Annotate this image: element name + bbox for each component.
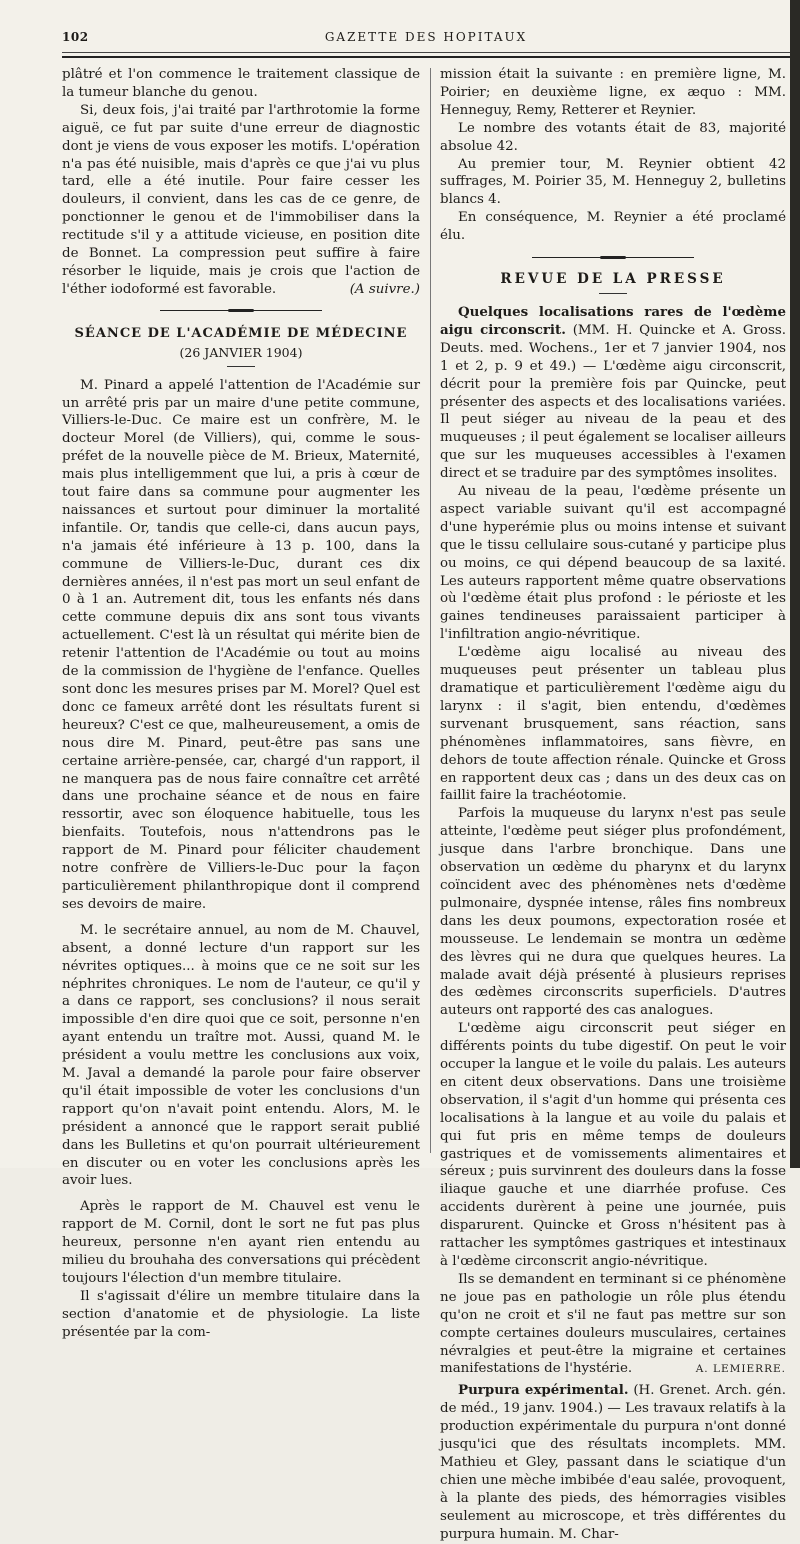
right-paragraph-2: Le nombre des votants était de 83, majorité absolue 42.	[440, 120, 786, 154]
short-rule	[599, 293, 627, 294]
right-column	[440, 66, 786, 1544]
article-1-paragraph-4: Parfois la muqueuse du larynx n'est pas seule atteinte, l'œdème peut siéger plus profondément, jusque dans l'arbre bronchique. Dans une observation un œdème du pharynx et du larynx coïncident avec des phénomènes nets d'œdème pulmonaire, dyspnée intense, râles fins nombreux dans les deux poumons, expectoration rosée et mousseuse. Le lendemain se montra un œdème des lèvres qui ne dura que quelques heures. La malade avait déjà présenté à plusieurs reprises des œdèmes circonscrits superficiels. D'autres auteurs ont rapporté des cas analogues.	[440, 806, 786, 1019]
academie-section-title: SÉANCE DE L'ACADÉMIE DE MÉDECINE	[74, 325, 408, 341]
left-paragraph-2	[62, 102, 420, 299]
left-paragraph-4: M. le secrétaire annuel, au nom de M. Chauvel, absent, a donné lecture d'un rapport sur les névrites optiques... à moins que ce ne soit sur les néphrites chroniques. Le nom de l'auteur, ce qu'il y a dans ce rapport, ses conclusions? il nous serait impossible d'en dire quoi que ce soit, personne n'en ayant entendu un traître mot. Aussi, quand M. le président a voulu mettre les conclusions aux voix, M. Javal a demandé la parole pour faire observer qu'il était impossible de voter les conclusions d'un rapport qu'on n'avait point entendu. Alors, M. le président a annoncé que le rapport serait publié dans les Bulletins et qu'on pourrait ultérieurement en discuter ou en voter les conclusions après les avoir lues.	[62, 922, 420, 1189]
page-number: 102	[62, 30, 89, 44]
short-rule	[227, 366, 255, 367]
header-rule-thick	[62, 56, 790, 58]
page-header	[62, 30, 790, 50]
left-paragraph-3: M. Pinard a appelé l'attention de l'Académie sur un arrêté pris par un maire d'une petite commune, Villiers-le-Duc. Ce maire est un confrère, M. le docteur Morel (de Villiers), qui, comme le sous-préfet de la nouvelle pièce de M. Brieux, Maternité, mais plus intelligemment que lui, a pris à cœur de tout faire dans sa commune pour augmenter les naissances et surtout pour diminuer la mortalité infantile. Or, tandis que celle-ci, dans aucun pays, n'a jamais été inférieure à 13 p. 100, dans la commune de Villiers-le-Duc, durant ces dix dernières années, il n'est pas mort un seul enfant de 0 à 1 an. Autrement dit, tous les enfants nés dans cette commune depuis dix ans sont tous vivants actuellement. C'est là un résultat qui mérite bien de retenir l'attention de l'Académie ou tout au moins de la commission de l'hygiène de l'enfance. Quelles sont donc les mesures prises par M. Morel? Quel est donc ce fameux arrêté dont les résultats furent si heureux? C'est ce que, malheureusement, a omis de nous dire M. Pinard, peut-être pas sans une certaine arrière-pensée, car, chargé d'un rapport, il ne manquera pas de nous faire connaître cet arrêté dans une prochaine séance et de nous en faire ressortir, avec son éloquence habituelle, tous les bienfaits. Toutefois, nous n'attendrons pas le rapport de M. Pinard pour féliciter chaudement notre confrère de Villiers-le-Duc pour la façon particulièrement philanthropique dont il comprend ses devoirs de maire.	[62, 377, 420, 912]
left-paragraph-6: Il s'agissait d'élire un membre titulaire dans la section d'anatomie et de physiologie. La liste présentée par la com-	[62, 1288, 420, 1340]
article-1-paragraph-6-text: Ils se demandent en terminant si ce phénomène ne joue pas en pathologie un rôle plus étendu qu'on ne croit et s'il ne faut pas mettre sur son compte certaines douleurs musculaires, certaines névralgies et peut-être la migraine et certaines manifestations de l'hystérie.	[440, 1271, 786, 1377]
a-suivre-note: (A suivre.)	[349, 281, 420, 297]
article-1-reference: (MM. H. Quincke et A. Gross. Deuts. med. Wochens., 1er et 7 janvier 1904, nos 1 et 2, p. 9 et 49.) —	[440, 322, 786, 374]
right-paragraph-1: mission était la suivante : en première ligne, M. Poirier; en deuxième ligne, ex æquo : MM. Henneguy, Remy, Retterer et Reynier.	[440, 67, 786, 118]
article-1-paragraph-6	[440, 1271, 786, 1378]
article-1-paragraph-1: L'œdème aigu circonscrit, décrit pour la première fois par Quincke, peut présenter des aspects et des localisations variées. Il peut siéger au niveau de la peau et des muqueuses ; il peut également se localiser ailleurs que sur les muqueuses accessibles à l'examen direct et se traduire par des symptômes insolites.	[440, 358, 787, 482]
article-2	[440, 1382, 786, 1543]
section-ornament	[62, 307, 420, 315]
left-paragraph-5: Après le rapport de M. Chauvel est venu le rapport de M. Cornil, dont le sort ne fut pas plus heureux, personne n'en ayant rien entendu au milieu du brouhaha des conversations qui précèdent toujours l'élection d'un membre titulaire.	[62, 1199, 420, 1286]
section-ornament	[440, 253, 786, 261]
article-2-paragraph-1: Les travaux relatifs à la production expérimentale du purpura n'ont donné jusqu'ici que des résultats incomplets. MM. Mathieu et Gley, passant dans le sciatique d'un chien une mèche imbibée d'eau salée, provoquent, à la plante des pieds, des hémorragies visibles seulement au microscope, et très différentes du purpura humain. M. Char-	[440, 1401, 786, 1542]
article-1-title: Quelques localisations rares de l'œdème aigu circonscrit.	[440, 303, 786, 338]
academie-section-date: (26 JANVIER 1904)	[179, 344, 303, 360]
revue-presse-title: REVUE DE LA PRESSE	[500, 271, 726, 288]
header-rule-thin	[62, 52, 790, 53]
article-1-paragraph-5: L'œdème aigu circonscrit peut siéger en différents points du tube digestif. On peut le voir occuper la langue et le voile du palais. Les auteurs en citent deux observations. Dans une troisième observation, il s'agit d'un homme qui présenta ces localisations à la langue et au voile du palais et qui fut pris en même temps de douleurs gastriques et de vomissements alimentaires et séreux ; puis survinrent des douleurs dans la fosse iliaque gauche et une diarrhée profuse. Ces accidents durèrent à peine une journée, puis disparurent. Quincke et Gross n'hésitent pas à rattacher les symptômes gastriques et intestinaux à l'œdème circonscrit angio-névritique.	[440, 1021, 786, 1269]
column-divider	[430, 68, 431, 1153]
article-1-signature: A. LEMIERRE.	[695, 1363, 786, 1376]
article-1-paragraph-2: Au niveau de la peau, l'œdème présente un aspect variable suivant qu'il est accompagné d'une hyperémie plus ou moins intense et suivant que le tissu cellulaire sous-cutané y participe plus ou moins, ce qui dépend beaucoup de sa laxité. Les auteurs rapportent même quatre observations où l'œdème était plus profond : le périoste et les gaines tendineuses paraissaient participer à l'infiltration angio-névritique.	[440, 484, 786, 643]
article-1-paragraph-3: L'œdème aigu localisé au niveau des muqueuses peut présenter un tableau plus dramatique et particulièrement l'œdème aigu du larynx : il s'agit, bien entendu, d'œdèmes survenant brusquement, sans réaction, sans phénomènes inflammatoires, sans fièvre, en dehors de toute affection rénale. Quincke et Gross en rapportent deux cas ; dans un des deux cas on faillit faire la trachéotomie.	[440, 645, 786, 804]
left-column	[62, 66, 420, 1342]
right-paragraph-3: Au premier tour, M. Reynier obtient 42 suffrages, M. Poirier 35, M. Henneguy 2, bulletins blancs 4.	[440, 156, 786, 208]
article-2-title: Purpura expérimental.	[458, 1382, 629, 1399]
left-paragraph-1: plâtré et l'on commence le traitement classique de la tumeur blanche du genou.	[62, 67, 420, 100]
article-1-intro	[440, 304, 786, 483]
article-2-reference: (H. Grenet. Arch. gén. de méd., 19 janv. 1904.) —	[440, 1383, 786, 1417]
right-paragraph-4: En conséquence, M. Reynier a été proclamé élu.	[440, 210, 786, 244]
journal-title: GAZETTE DES HOPITAUX	[324, 30, 528, 44]
left-paragraph-2-text: Si, deux fois, j'ai traité par l'arthrotomie la forme aiguë, ce fut par suite d'une erreur de diagnostic dont je viens de vous exposer les motifs. L'opération n'a pas été nuisible, mais d'après ce que j'ai vu plus tard, elle a été inutile. Pour faire cesser les douleurs, il convient, dans les cas de ce genre, de ponctionner le genou et de l'immobiliser dans la rectitude s'il y a attitude vicieuse, en position dite de Bonnet. La compression peut suffire à faire résorber le liquide, mais je crois que l'action de l'éther iodoformé est favorable.	[62, 102, 420, 297]
